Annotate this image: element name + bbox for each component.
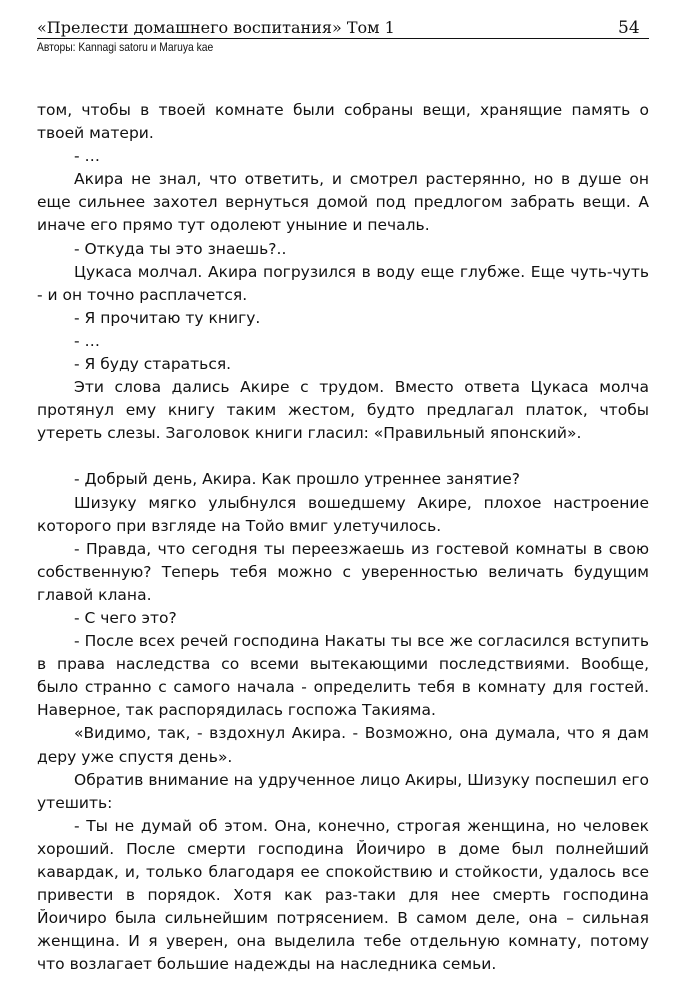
paragraph: - … [74,147,101,166]
paragraph: «Видимо, так, - вздохнул Акира. - Возможно, она думала, что я дам деру уже спустя день». [37,724,649,766]
paragraph: - … [74,331,101,350]
authors-line: Авторы: Kannagi satoru и Maruya kae [37,40,214,54]
paragraph: Эти слова дались Акире с трудом. Вместо ответа Цукаса молча протянул ему книгу таким жестом, будто предлагал платок, чтобы утереть слезы. Заголовок книги гласил: «Правильный японский». [37,378,649,443]
paragraph: Обратив внимание на удрученное лицо Акиры, Шизуку поспешил его утешить: [37,770,649,812]
paragraph: - Ты не думай об этом. Она, конечно, строгая женщина, но человек хороший. После смерти господина Йоичиро в доме был полнейший кавардак, и, только благодаря ее спокойствию и стойкости, удалось все привести в порядок. Хотя как раз-таки для нее смерть господина Йоичиро была сильнейшим потрясением. В самом деле, она – сильная женщина. И я уверен, она выделила тебе отдельную комнату, потому что возлагает большие надежды на наследника семьи. [37,816,649,974]
paragraph: - После всех речей господина Накаты ты все же согласился вступить в права наследства со всеми вытекающими последствиями. Вообще, было странно с самого начала - определить тебя в комнату для гостей. Наверное, так распорядилась госпожа Такияма. [37,632,649,720]
page-number: 54 [618,18,640,38]
paragraph: том, чтобы в твоей комнате были собраны вещи, хранящие память о твоей матери. [37,101,649,143]
page-body [37,99,649,976]
paragraph: Цукаса молчал. Акира погрузился в воду еще глубже. Еще чуть-чуть - и он точно расплачется. [37,262,649,304]
paragraph: - Откуда ты это знаешь?.. [74,239,287,258]
paragraph: - С чего это? [74,608,177,627]
book-title: «Прелести домашнего воспитания» Том 1 [37,18,395,37]
header-rule [37,16,649,39]
paragraph: - Добрый день, Акира. Как прошло утреннее занятие? [74,470,521,489]
section-break [37,445,649,468]
paragraph: Акира не знал, что ответить, и смотрел растерянно, но в душе он еще сильнее захотел вернуться домой под предлогом забрать вещи. А иначе его прямо тут одолеют уныние и печаль. [37,170,649,235]
page-header [37,16,649,54]
paragraph: - Я буду стараться. [74,355,232,374]
paragraph: Шизуку мягко улыбнулся вошедшему Акире, плохое настроение которого при взгляде на Тойо вмиг улетучилось. [37,493,649,535]
paragraph: - Правда, что сегодня ты переезжаешь из гостевой комнаты в свою собственную? Теперь тебя можно с уверенностью величать будущим главой клана. [37,539,649,604]
paragraph: - Я прочитаю ту книгу. [74,308,261,327]
